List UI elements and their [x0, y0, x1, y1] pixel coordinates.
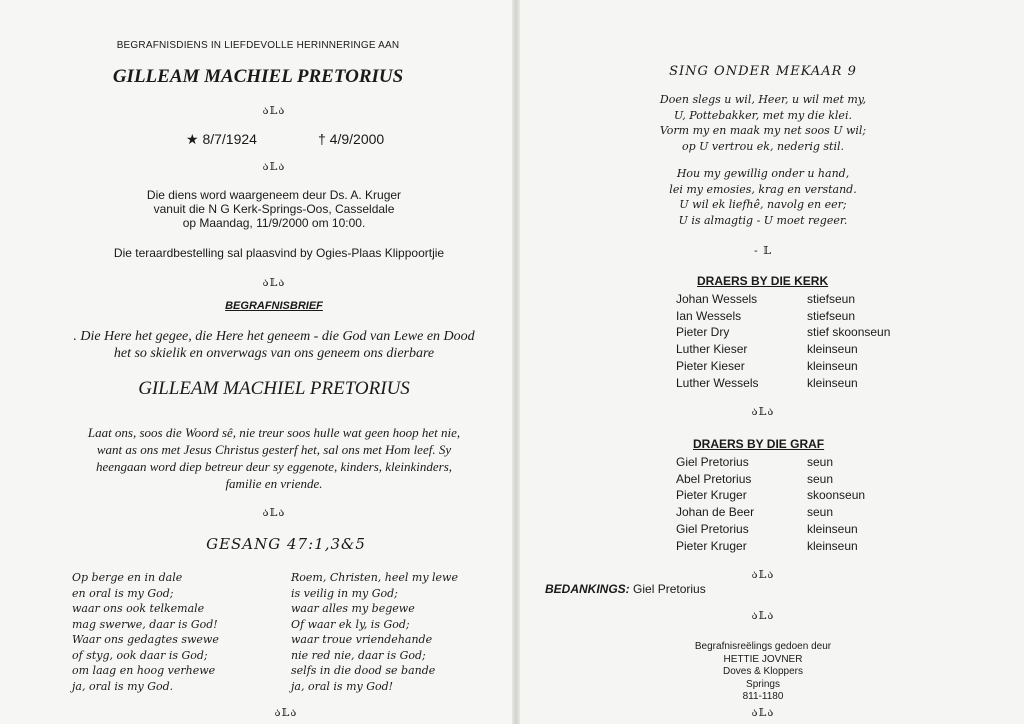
service-details: [0, 188, 548, 230]
bearer-row: [676, 341, 890, 358]
undertaker-line: Springs: [746, 678, 780, 690]
service-line: op Maandag, 11/9/2000 om 10:00.: [182, 216, 366, 230]
bearer-name: Giel Pretorius: [676, 521, 749, 536]
hymn-line: Waar ons gedagtes swewe: [72, 633, 219, 646]
bearer-relation: kleinseun: [807, 521, 858, 536]
hymn-column-1: [72, 570, 219, 694]
ornament-divider: ა𝕃ა: [751, 405, 775, 418]
verse-line: Doen slegs u wil, Heer, u wil met my,: [659, 93, 867, 106]
bearer-row: [676, 375, 890, 392]
bearer-relation: kleinseun: [807, 375, 858, 390]
hymn-column-2: [291, 570, 458, 694]
bearer-name: Abel Pretorius: [676, 471, 752, 486]
ornament-divider: ა𝕃ა: [274, 706, 298, 719]
bearer-row: [676, 471, 865, 488]
bearer-row: [676, 291, 890, 308]
bearer-relation: kleinseun: [807, 538, 858, 553]
hymn-line: waar ons ook telkemale: [72, 602, 205, 615]
bearer-relation: skoonseun: [807, 488, 866, 503]
hymn-line: om laag en hoog verhewe: [72, 664, 216, 677]
ornament-divider: ა𝕃ა: [751, 568, 775, 581]
church-bearers-heading: DRAERS BY DIE KERK: [697, 274, 829, 288]
bearer-name: Pieter Kieser: [676, 358, 745, 373]
ornament-divider: ა𝕃ა: [751, 609, 775, 622]
ornament-divider: - 𝕃: [754, 244, 772, 257]
birth-date: ★ 8/7/1924: [186, 131, 257, 147]
deceased-name-title: GILLEAM MACHIEL PRETORIUS: [112, 66, 404, 87]
bearer-name: Pieter Kruger: [676, 488, 747, 503]
verse-line: U is almagtig - U moet regeer.: [678, 213, 848, 227]
ornament-divider: ა𝕃ა: [262, 276, 286, 289]
bearer-relation: kleinseun: [807, 342, 858, 357]
service-header: BEGRAFNISDIENS IN LIEFDEVOLLE HERINNERINGE AAN: [116, 40, 400, 51]
memorial-paragraph: [0, 424, 548, 492]
undertaker-line: Begrafnisreëlings gedoen deur: [694, 641, 832, 652]
verse-line: op U vertrou ek, nederig stil.: [681, 139, 845, 153]
hymn-line: ja, oral is my God!: [291, 679, 394, 693]
death-date: † 4/9/2000: [318, 131, 385, 147]
bearer-relation: stiefseun: [807, 308, 856, 323]
hymn-line: selfs in die dood se bande: [291, 664, 436, 677]
hymn-line: Of waar ek ly, is God;: [291, 617, 410, 631]
hymn-line: nie red nie, daar is God;: [291, 648, 426, 662]
undertaker-line: Doves & Kloppers: [722, 666, 804, 677]
hymn-line: of styg, ook daar is God;: [72, 648, 208, 662]
thanks-label: BEDANKINGS:: [545, 582, 630, 596]
ornament-divider: ა𝕃ა: [262, 104, 286, 117]
paragraph-line: want as ons met Jesus Christus gesterf het, sal ons met Hom leef. Sy: [96, 442, 452, 457]
bearer-row: [676, 308, 890, 325]
hymn-line: waar alles my begewe: [291, 602, 415, 615]
bearer-row: [676, 324, 890, 341]
paragraph-line: Laat ons, soos die Woord sê, nie treur soos hulle wat geen hoop het nie,: [87, 425, 461, 440]
hymn-line: mag swerwe, daar is God!: [72, 617, 218, 631]
ornament-divider: ა𝕃ა: [262, 506, 286, 519]
song-verse-2: [516, 166, 1010, 228]
funeral-letter-heading: BEGRAFNISBRIEF: [225, 300, 323, 312]
undertaker-details: [516, 641, 1010, 704]
verse-line: lei my emosies, krag en verstand.: [669, 182, 857, 196]
bearer-relation: seun: [807, 505, 834, 520]
bearer-name: Pieter Dry: [676, 325, 730, 340]
quote-line: . Die Here het gegee, die Here het geneem - die God van Lewe en Dood: [73, 329, 475, 344]
quote-line: het so skielik en onverwags van ons geneem ons dierbare: [113, 346, 435, 361]
bearer-row: [676, 358, 890, 375]
song-title: SING ONDER MEKAAR 9: [669, 64, 857, 79]
bearer-name: Pieter Kruger: [676, 538, 747, 553]
paragraph-line: familie en vriende.: [225, 476, 323, 491]
bearer-row: [676, 521, 865, 538]
deceased-name-repeat: GILLEAM MACHIEL PRETORIUS: [138, 378, 410, 399]
verse-line: U wil ek liefhê, navolg en eer;: [679, 198, 847, 211]
hymn-title: GESANG 47:1,3&5: [206, 535, 366, 553]
burial-location: Die teraardbestelling sal plaasvind by Ogies-Plaas Klippoortjie: [113, 246, 445, 260]
hymn-line: Roem, Christen, heel my lewe: [291, 571, 458, 584]
bearer-row: [676, 538, 865, 555]
verse-line: Vorm my en maak my net soos U wil;: [659, 124, 867, 137]
church-bearers-list: [676, 291, 890, 391]
opening-quote: [0, 328, 548, 362]
grave-bearers-heading: DRAERS BY DIE GRAF: [693, 437, 825, 451]
bearer-relation: stiefseun: [807, 292, 856, 306]
hymn-line: ja, oral is my God.: [72, 679, 174, 693]
bearer-row: [676, 454, 865, 471]
undertaker-line: HETTIE JOVNER: [723, 653, 803, 665]
grave-bearers-list: [676, 454, 865, 554]
ornament-divider: ა𝕃ა: [751, 706, 775, 719]
verse-line: U, Pottebakker, met my die klei.: [674, 108, 852, 122]
verse-line: Hou my gewillig onder u hand,: [676, 167, 850, 180]
bearer-row: [676, 504, 865, 521]
undertaker-line: 811-1180: [742, 691, 784, 702]
hymn-line: is veilig in my God;: [291, 586, 398, 600]
hymn-line: Op berge en in dale: [72, 571, 183, 584]
bearer-relation: seun: [807, 455, 834, 469]
service-line: vanuit die N G Kerk-Springs-Oos, Casseldale: [153, 202, 395, 216]
bearer-name: Johan Wessels: [676, 292, 758, 306]
song-verse-1: [516, 92, 1010, 154]
ornament-divider: ა𝕃ა: [262, 160, 286, 173]
bearer-name: Johan de Beer: [676, 505, 755, 520]
hymn-line: en oral is my God;: [72, 586, 174, 600]
thanks-line: [545, 582, 706, 596]
bearer-name: Ian Wessels: [676, 308, 742, 323]
service-line: Die diens word waargeneem deur Ds. A. Kruger: [146, 188, 402, 202]
bearer-row: [676, 487, 865, 504]
paragraph-line: heengaan word diep betreur deur sy eggenote, kinders, kleinkinders,: [95, 459, 453, 474]
bearer-relation: kleinseun: [807, 358, 858, 373]
bearer-relation: seun: [807, 471, 834, 486]
bearer-relation: stief skoonseun: [807, 325, 891, 340]
bearer-name: Luther Wessels: [676, 375, 759, 390]
hymn-line: waar troue vriendehande: [291, 633, 433, 646]
bearer-name: Luther Kieser: [676, 342, 748, 357]
thanks-name: Giel Pretorius: [633, 582, 706, 596]
bearer-name: Giel Pretorius: [676, 455, 749, 469]
